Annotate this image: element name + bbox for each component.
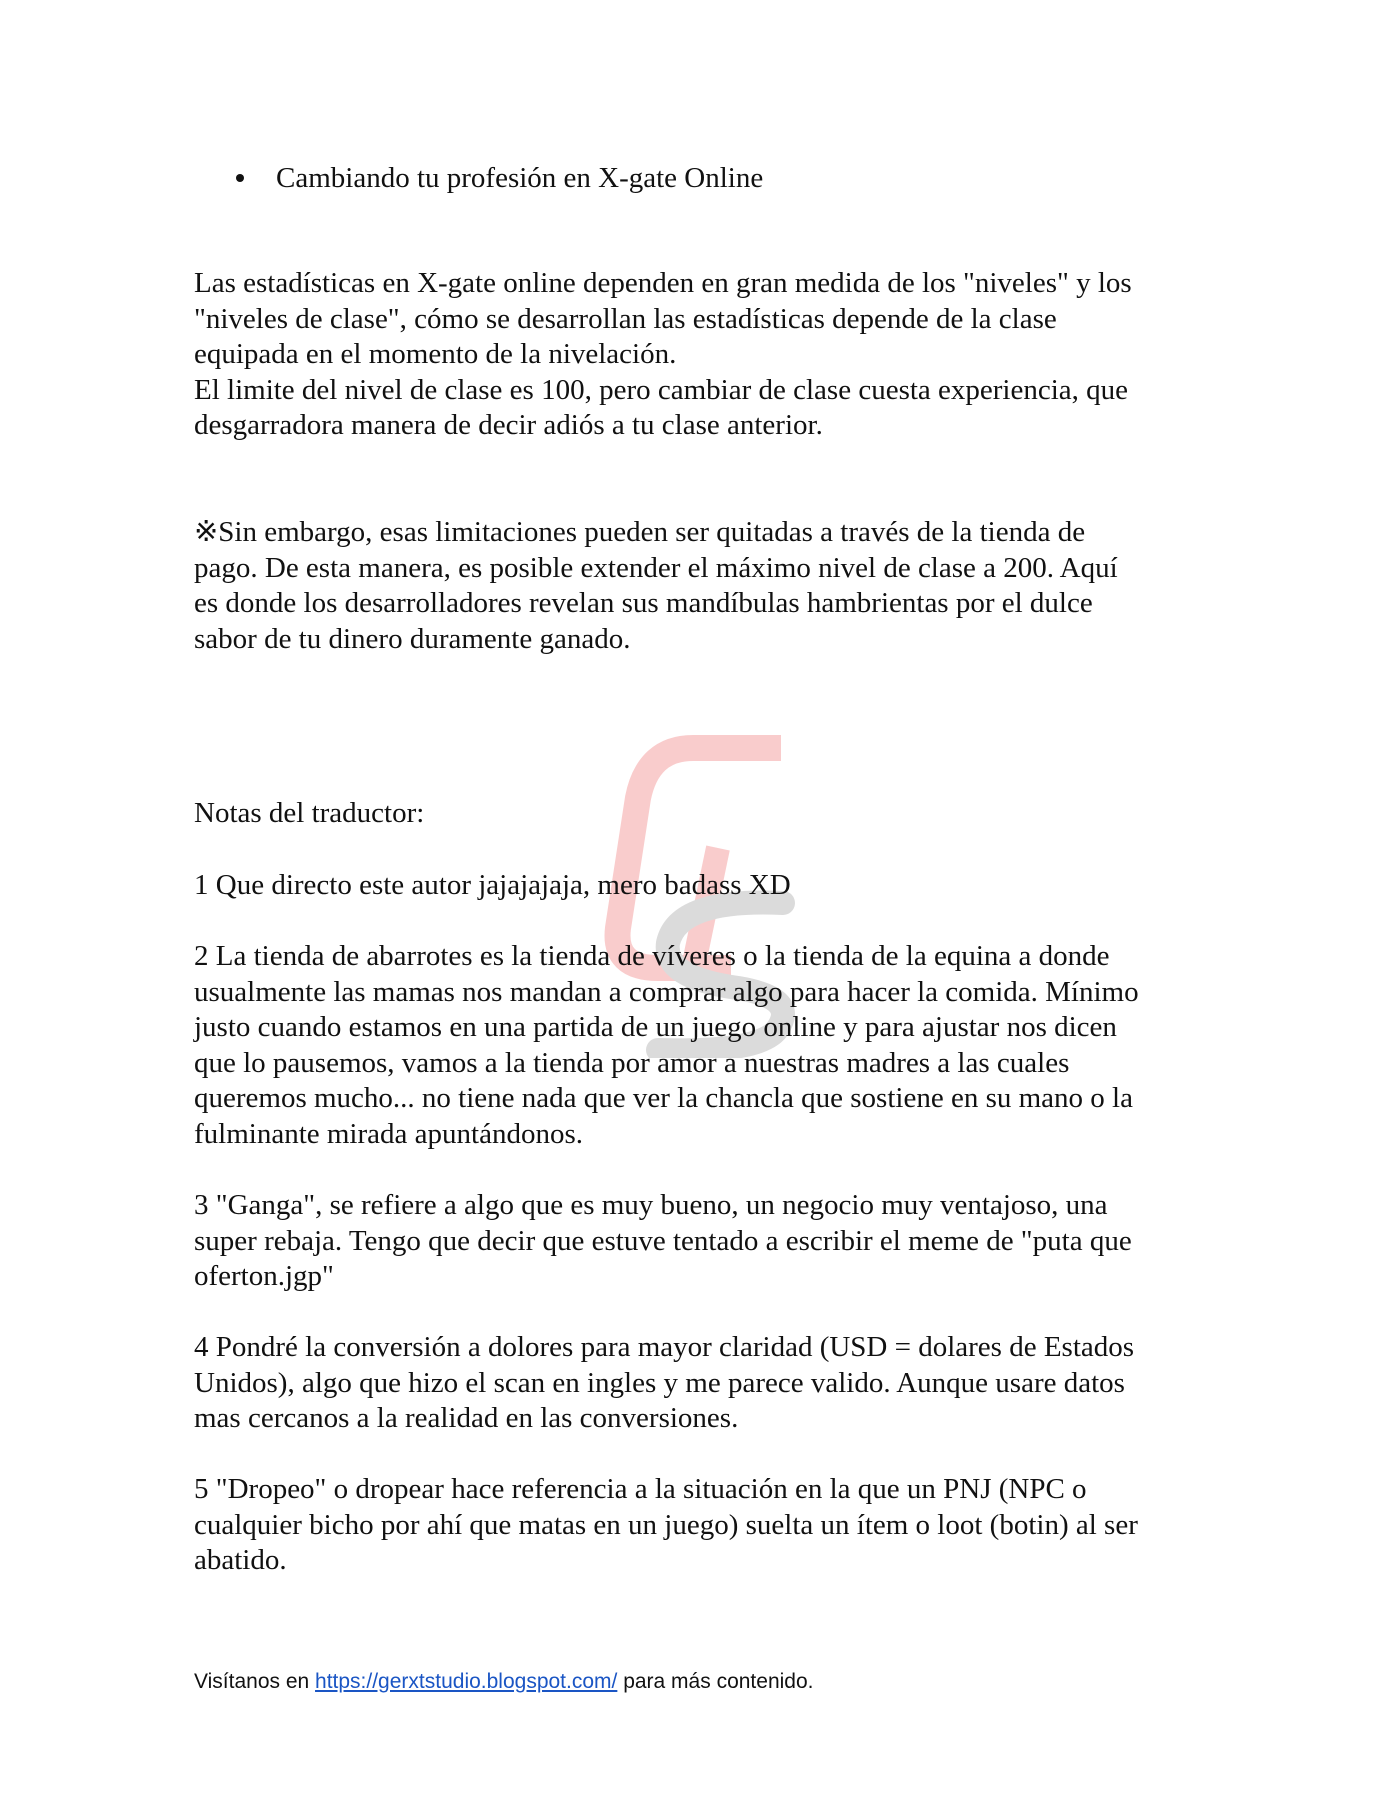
footer-prefix: Visítanos en [194,1670,316,1693]
section-heading [236,160,763,196]
note-2: 2 La tienda de abarrotes es la tienda de víveres o la tienda de la equina a donde usualmente las mamas nos mandan a comprar algo para hacer la comida. Mínimo justo cuando estamos en una partida de un juego online y para ajustar nos dicen que lo pausemos, vamos a la tienda por amor a nuestras madres a las cuales queremos mucho... no tiene nada que ver la chancla que sostiene en su mano o la fulminante mirada apuntándonos. [194,940,1139,1150]
paragraph-shop: ※Sin embargo, esas limitaciones pueden ser quitadas a través de la tienda de pago. De esta manera, es posible extender el máximo nivel de clase a 200. Aquí es donde los desarrolladores revelan sus mandíbulas hambrientas por el dulce sabor de tu dinero duramente ganado. [194,516,1118,655]
section-heading-text: Cambiando tu profesión en X-gate Online [276,162,764,194]
note-5: 5 "Dropeo" o dropear hace referencia a la situación en la que un PNJ (NPC o cualquier bicho por ahí que matas en un juego) suelta un ítem o loot (botin) al ser abatido. [194,1473,1138,1576]
paragraph-stats: Las estadísticas en X-gate online dependen en gran medida de los "niveles" y los "niveles de clase", cómo se desarrollan las estadísticas depende de la clase equipada en el momento de la nivelación. El limite del nivel de clase es 100, pero cambiar de clase cuesta experiencia, que desgarradora manera de decir adiós a tu clase anterior. [194,267,1132,441]
footer-promo [194,1668,813,1696]
notes-title: Notas del traductor: [194,797,425,829]
blog-link[interactable]: https://gerxtstudio.blogspot.com/ [315,1670,618,1693]
note-4: 4 Pondré la conversión a dolores para mayor claridad (USD = dolares de Estados Unidos), algo que hizo el scan en ingles y me parece valido. Aunque usare datos mas cercanos a la realidad en las conversiones. [194,1331,1135,1434]
bullet-icon [236,174,244,182]
note-1: 1 Que directo este autor jajajajaja, mero badass XD [194,869,791,901]
footer-suffix: para más contenido. [617,1670,814,1693]
note-3: 3 "Ganga", se refiere a algo que es muy bueno, un negocio muy ventajoso, una super rebaja. Tengo que decir que estuve tentado a escribir el meme de "puta que oferton.jgp" [194,1189,1132,1292]
